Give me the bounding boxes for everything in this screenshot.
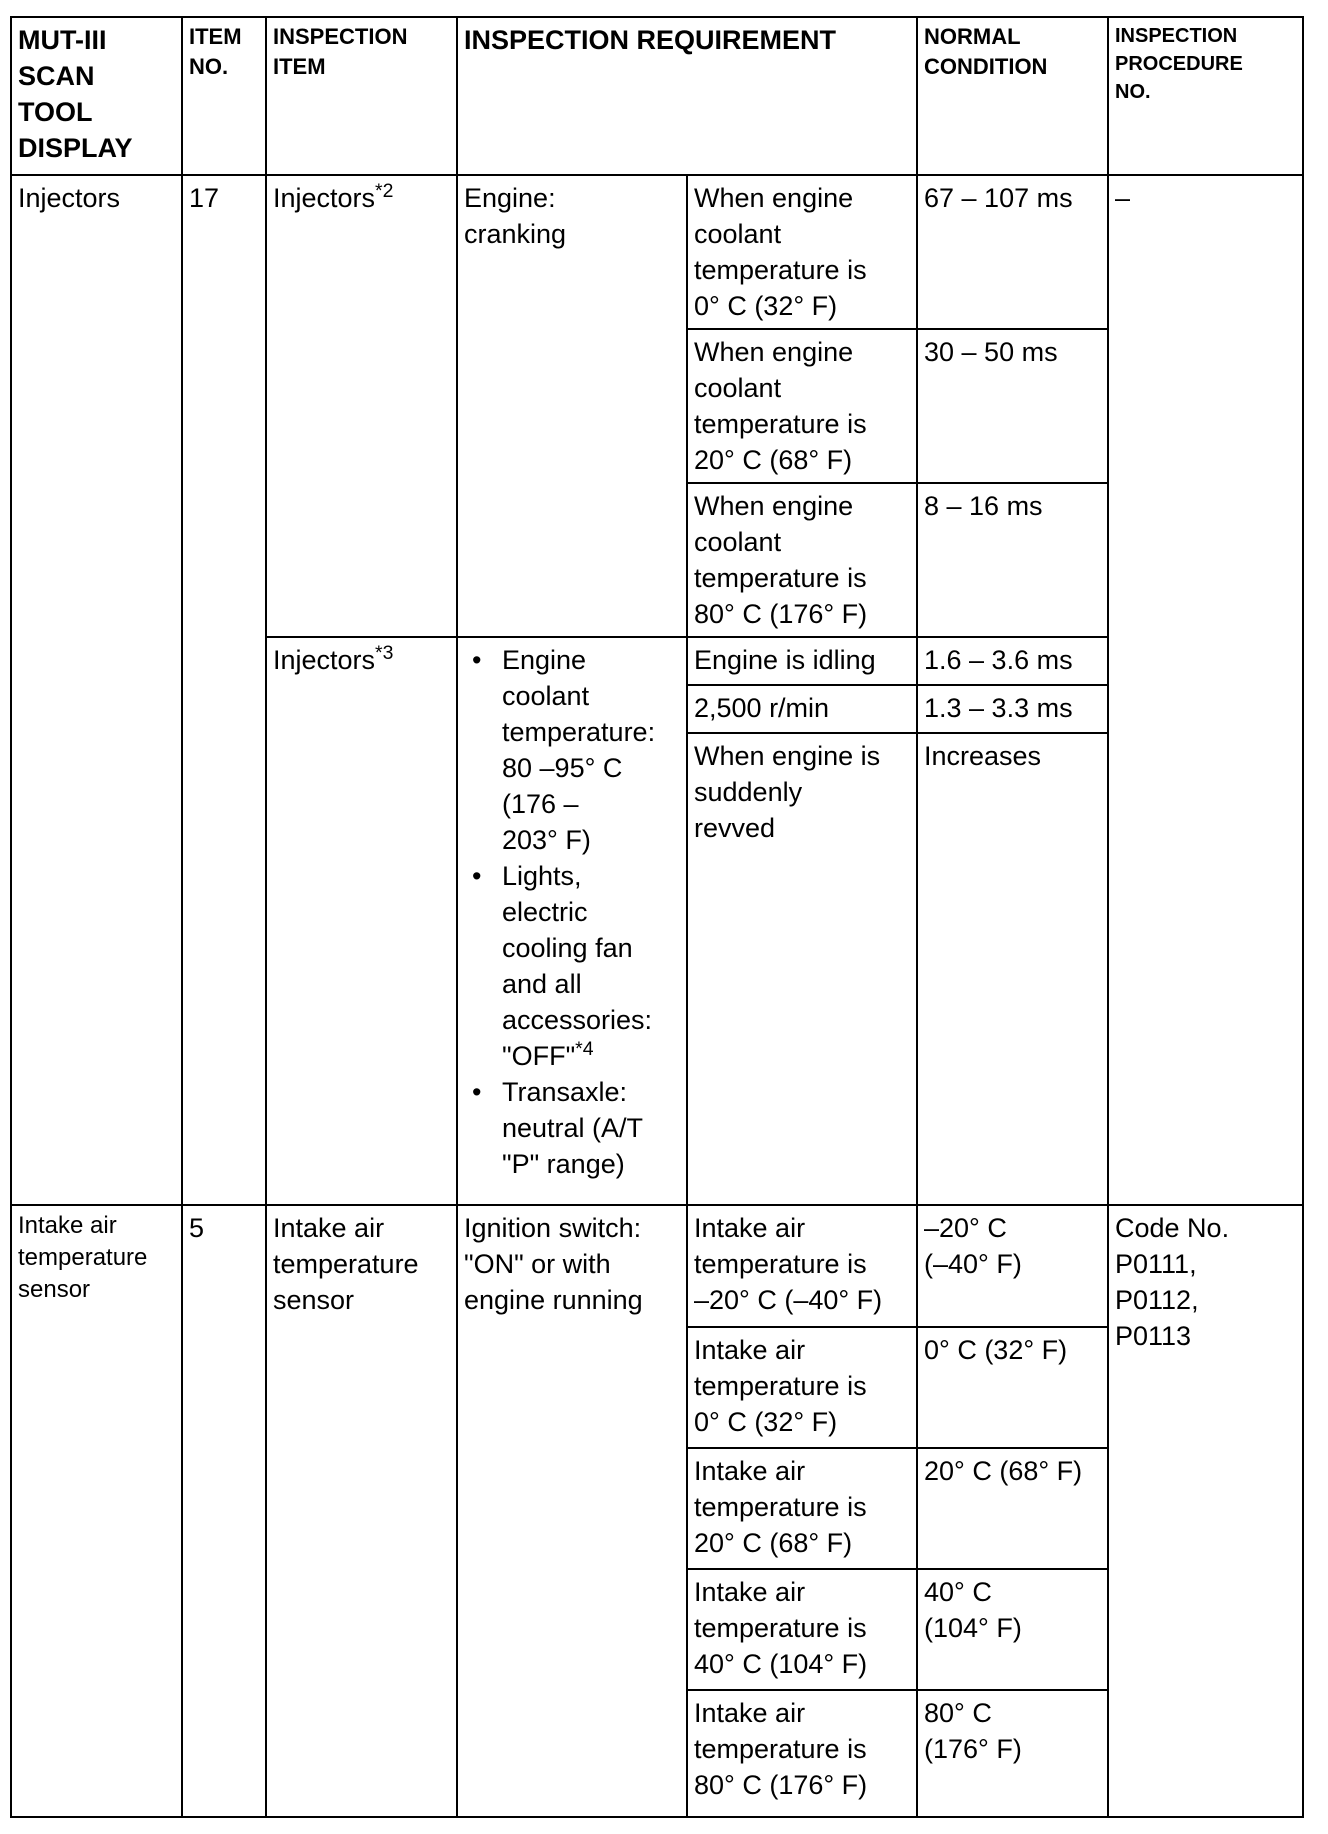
condition-cell: Intake air temperature is 80° C (176° F) (687, 1690, 917, 1817)
condition-cell: Intake air temperature is –20° C (–40° F) (687, 1205, 917, 1327)
normal-value: 30 – 50 ms (917, 329, 1108, 483)
inspection-item-intake: Intake air temperature sensor (266, 1205, 457, 1817)
list-item: • Engine coolant temperature: 80 –95° C (176 – 203° F) (502, 642, 680, 858)
normal-value: 80° C (176° F) (917, 1690, 1108, 1817)
normal-value: 1.3 – 3.3 ms (917, 685, 1108, 733)
normal-value: 67 – 107 ms (917, 175, 1108, 329)
item-no-intake: 5 (182, 1205, 266, 1817)
normal-value: 1.6 – 3.6 ms (917, 637, 1108, 685)
normal-value: 20° C (68° F) (917, 1448, 1108, 1569)
table-row (11, 1205, 1303, 1327)
display-intake-air-sensor: Intake air temperature sensor (11, 1205, 182, 1817)
condition-cell: Intake air temperature is 0° C (32° F) (687, 1327, 917, 1448)
header-row (11, 17, 1303, 175)
header-requirement: INSPECTION REQUIREMENT (457, 17, 917, 175)
table-row (11, 175, 1303, 329)
condition-cell: Intake air temperature is 20° C (68° F) (687, 1448, 917, 1569)
normal-value: Increases (917, 733, 1108, 1205)
condition-cell: When engine coolant temperature is 0° C (32° F) (687, 175, 917, 329)
normal-value: 40° C (104° F) (917, 1569, 1108, 1690)
inspection-table (10, 16, 1304, 1818)
procedure-injectors: – (1108, 175, 1303, 1205)
normal-value: 8 – 16 ms (917, 483, 1108, 637)
requirement-warm-idle (457, 637, 687, 1205)
display-injectors: Injectors (11, 175, 182, 1205)
header-item-no: ITEM NO. (182, 17, 266, 175)
header-procedure-no: INSPECTION PROCEDURE NO. (1108, 17, 1303, 175)
header-display: MUT-III SCAN TOOL DISPLAY (11, 17, 182, 175)
condition-cell: When engine coolant temperature is 20° C (68° F) (687, 329, 917, 483)
requirement-ignition-on: Ignition switch: "ON" or with engine running (457, 1205, 687, 1817)
list-item: • Transaxle: neutral (A/T "P" range) (502, 1074, 680, 1182)
list-item: • Lights, electric cooling fan and all accessories: "OFF"$^{*4}$ (502, 858, 680, 1074)
header-normal-condition: NORMAL CONDITION (917, 17, 1108, 175)
item-no-injectors: 17 (182, 175, 266, 1205)
normal-value: 0° C (32° F) (917, 1327, 1108, 1448)
normal-value: –20° C (–40° F) (917, 1205, 1108, 1327)
condition-cell: Engine is idling (687, 637, 917, 685)
condition-cell: Intake air temperature is 40° C (104° F) (687, 1569, 917, 1690)
condition-cell: 2,500 r/min (687, 685, 917, 733)
condition-cell: When engine is suddenly revved (687, 733, 917, 1205)
requirement-cranking: Engine: cranking (457, 175, 687, 637)
procedure-intake: Code No. P0111, P0112, P0113 (1108, 1205, 1303, 1817)
requirement-list (464, 642, 680, 1182)
inspection-item-injectors-2: Injectors$^{*2}$ (266, 175, 457, 637)
inspection-item-injectors-3: Injectors$^{*3}$ (266, 637, 457, 1205)
condition-cell: When engine coolant temperature is 80° C (176° F) (687, 483, 917, 637)
header-inspection-item: INSPECTION ITEM (266, 17, 457, 175)
